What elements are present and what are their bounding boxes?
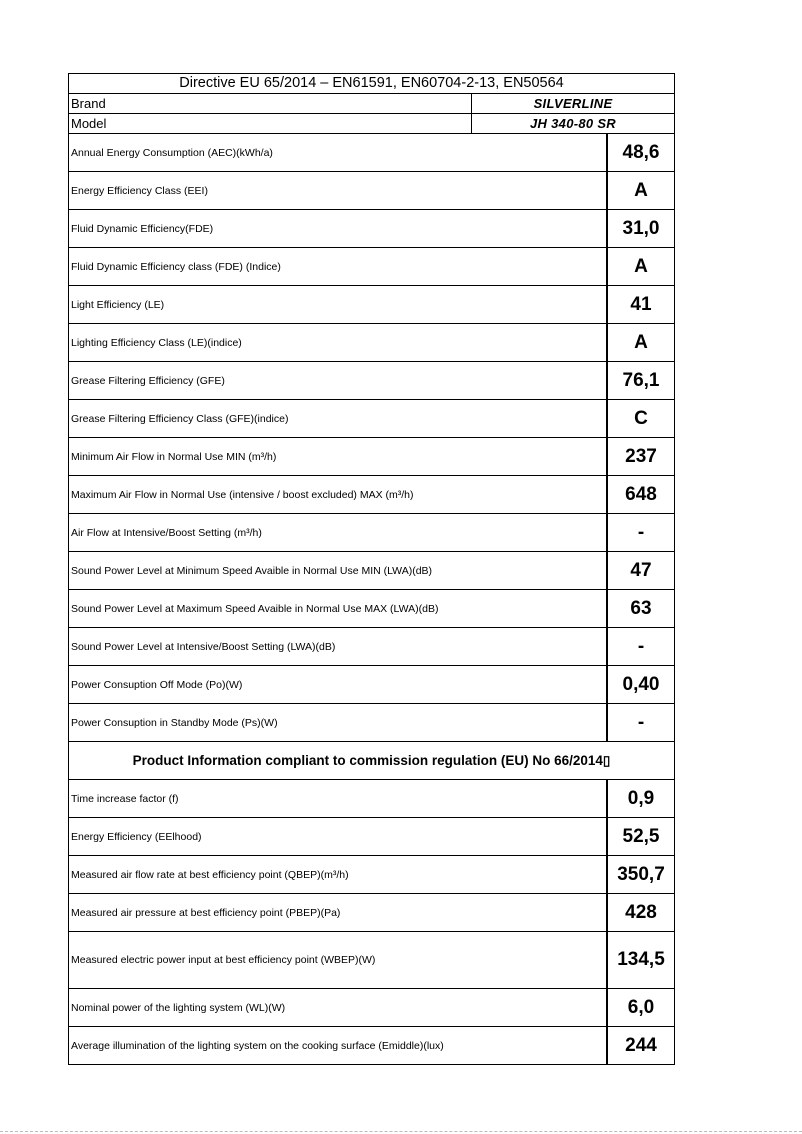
row-value: A — [634, 179, 648, 201]
row-value: 47 — [630, 559, 652, 581]
row-label: Grease Filtering Efficiency Class (GFE)(indice) — [69, 400, 608, 437]
row-value: 76,1 — [622, 369, 660, 391]
row-value: 237 — [625, 445, 657, 467]
section-title: Product Information compliant to commission regulation (EU) No 66/2014▯ — [69, 742, 674, 780]
row-label: Sound Power Level at Minimum Speed Avaible in Normal Use MIN (LWA)(dB) — [69, 552, 608, 589]
row-value: 350,7 — [617, 863, 665, 885]
table-row — [69, 704, 674, 742]
row-label: Sound Power Level at Intensive/Boost Setting (LWA)(dB) — [69, 628, 608, 665]
table-row — [69, 856, 674, 894]
table-row — [69, 134, 674, 172]
row-value: 0,9 — [627, 787, 655, 809]
table-row — [69, 286, 674, 324]
row-value: - — [637, 711, 645, 733]
row-value: C — [634, 407, 648, 429]
table-row — [69, 780, 674, 818]
table-row — [69, 514, 674, 552]
row-label: Lighting Efficiency Class (LE)(indice) — [69, 324, 608, 361]
table-row — [69, 362, 674, 400]
row-value: 134,5 — [617, 949, 665, 970]
row-label: Measured air pressure at best efficiency point (PBEP)(Pa) — [69, 894, 608, 931]
row-value: 0,40 — [622, 673, 660, 695]
table-row — [69, 552, 674, 590]
table-row — [69, 324, 674, 362]
row-label: Air Flow at Intensive/Boost Setting (m³/h) — [69, 514, 608, 551]
brand-row — [69, 94, 674, 114]
row-value: A — [634, 255, 648, 277]
row-label: Power Consuption in Standby Mode (Ps)(W) — [69, 704, 608, 741]
row-label: Energy Efficiency (EElhood) — [69, 818, 608, 855]
model-label: Model — [69, 114, 472, 133]
row-label: Average illumination of the lighting system on the cooking surface (Emiddle)(lux) — [69, 1027, 608, 1064]
table-row — [69, 476, 674, 514]
row-label: Fluid Dynamic Efficiency(FDE) — [69, 210, 608, 247]
row-value: 244 — [625, 1034, 657, 1056]
row-value: 48,6 — [622, 141, 660, 163]
row-value: 63 — [630, 597, 652, 619]
row-value: - — [637, 635, 645, 657]
table-row — [69, 590, 674, 628]
row-label: Grease Filtering Efficiency (GFE) — [69, 362, 608, 399]
row-value: 428 — [625, 901, 657, 923]
row-value: 6,0 — [627, 996, 655, 1018]
table-row — [69, 989, 674, 1027]
row-label: Time increase factor (f) — [69, 780, 608, 817]
row-value: 31,0 — [622, 217, 660, 239]
row-value: 648 — [625, 483, 657, 505]
row-value: - — [637, 521, 645, 543]
row-label: Power Consuption Off Mode (Po)(W) — [69, 666, 608, 703]
table-row — [69, 666, 674, 704]
table-row — [69, 438, 674, 476]
model-row — [69, 114, 674, 134]
row-label: Measured electric power input at best efficiency point (WBEP)(W) — [69, 932, 608, 988]
table-row — [69, 248, 674, 286]
row-value: 41 — [630, 293, 652, 315]
row-label: Sound Power Level at Maximum Speed Avaible in Normal Use MAX (LWA)(dB) — [69, 590, 608, 627]
table-row — [69, 818, 674, 856]
table-row — [69, 628, 674, 666]
row-value: 52,5 — [622, 825, 660, 847]
table-row — [69, 932, 674, 989]
row-label: Measured air flow rate at best efficiency point (QBEP)(m³/h) — [69, 856, 608, 893]
row-label: Minimum Air Flow in Normal Use MIN (m³/h) — [69, 438, 608, 475]
table-row — [69, 400, 674, 438]
row-label: Nominal power of the lighting system (WL)(W) — [69, 989, 608, 1026]
directive-title: Directive EU 65/2014 – EN61591, EN60704-2-13, EN50564 — [69, 74, 674, 94]
table-row — [69, 1027, 674, 1064]
product-info-sheet — [68, 73, 675, 1065]
brand-label: Brand — [69, 94, 472, 113]
row-value: A — [634, 331, 648, 353]
brand-value: SILVERLINE — [533, 96, 613, 111]
row-label: Energy Efficiency Class (EEI) — [69, 172, 608, 209]
row-label: Light Efficiency (LE) — [69, 286, 608, 323]
table-row — [69, 894, 674, 932]
table-row — [69, 172, 674, 210]
model-value: JH 340-80 SR — [530, 116, 616, 131]
table-row — [69, 210, 674, 248]
row-label: Annual Energy Consumption (AEC)(kWh/a) — [69, 134, 608, 171]
page-edge-divider — [0, 1131, 802, 1132]
row-label: Maximum Air Flow in Normal Use (intensive / boost excluded) MAX (m³/h) — [69, 476, 608, 513]
row-label: Fluid Dynamic Efficiency class (FDE) (Indice) — [69, 248, 608, 285]
